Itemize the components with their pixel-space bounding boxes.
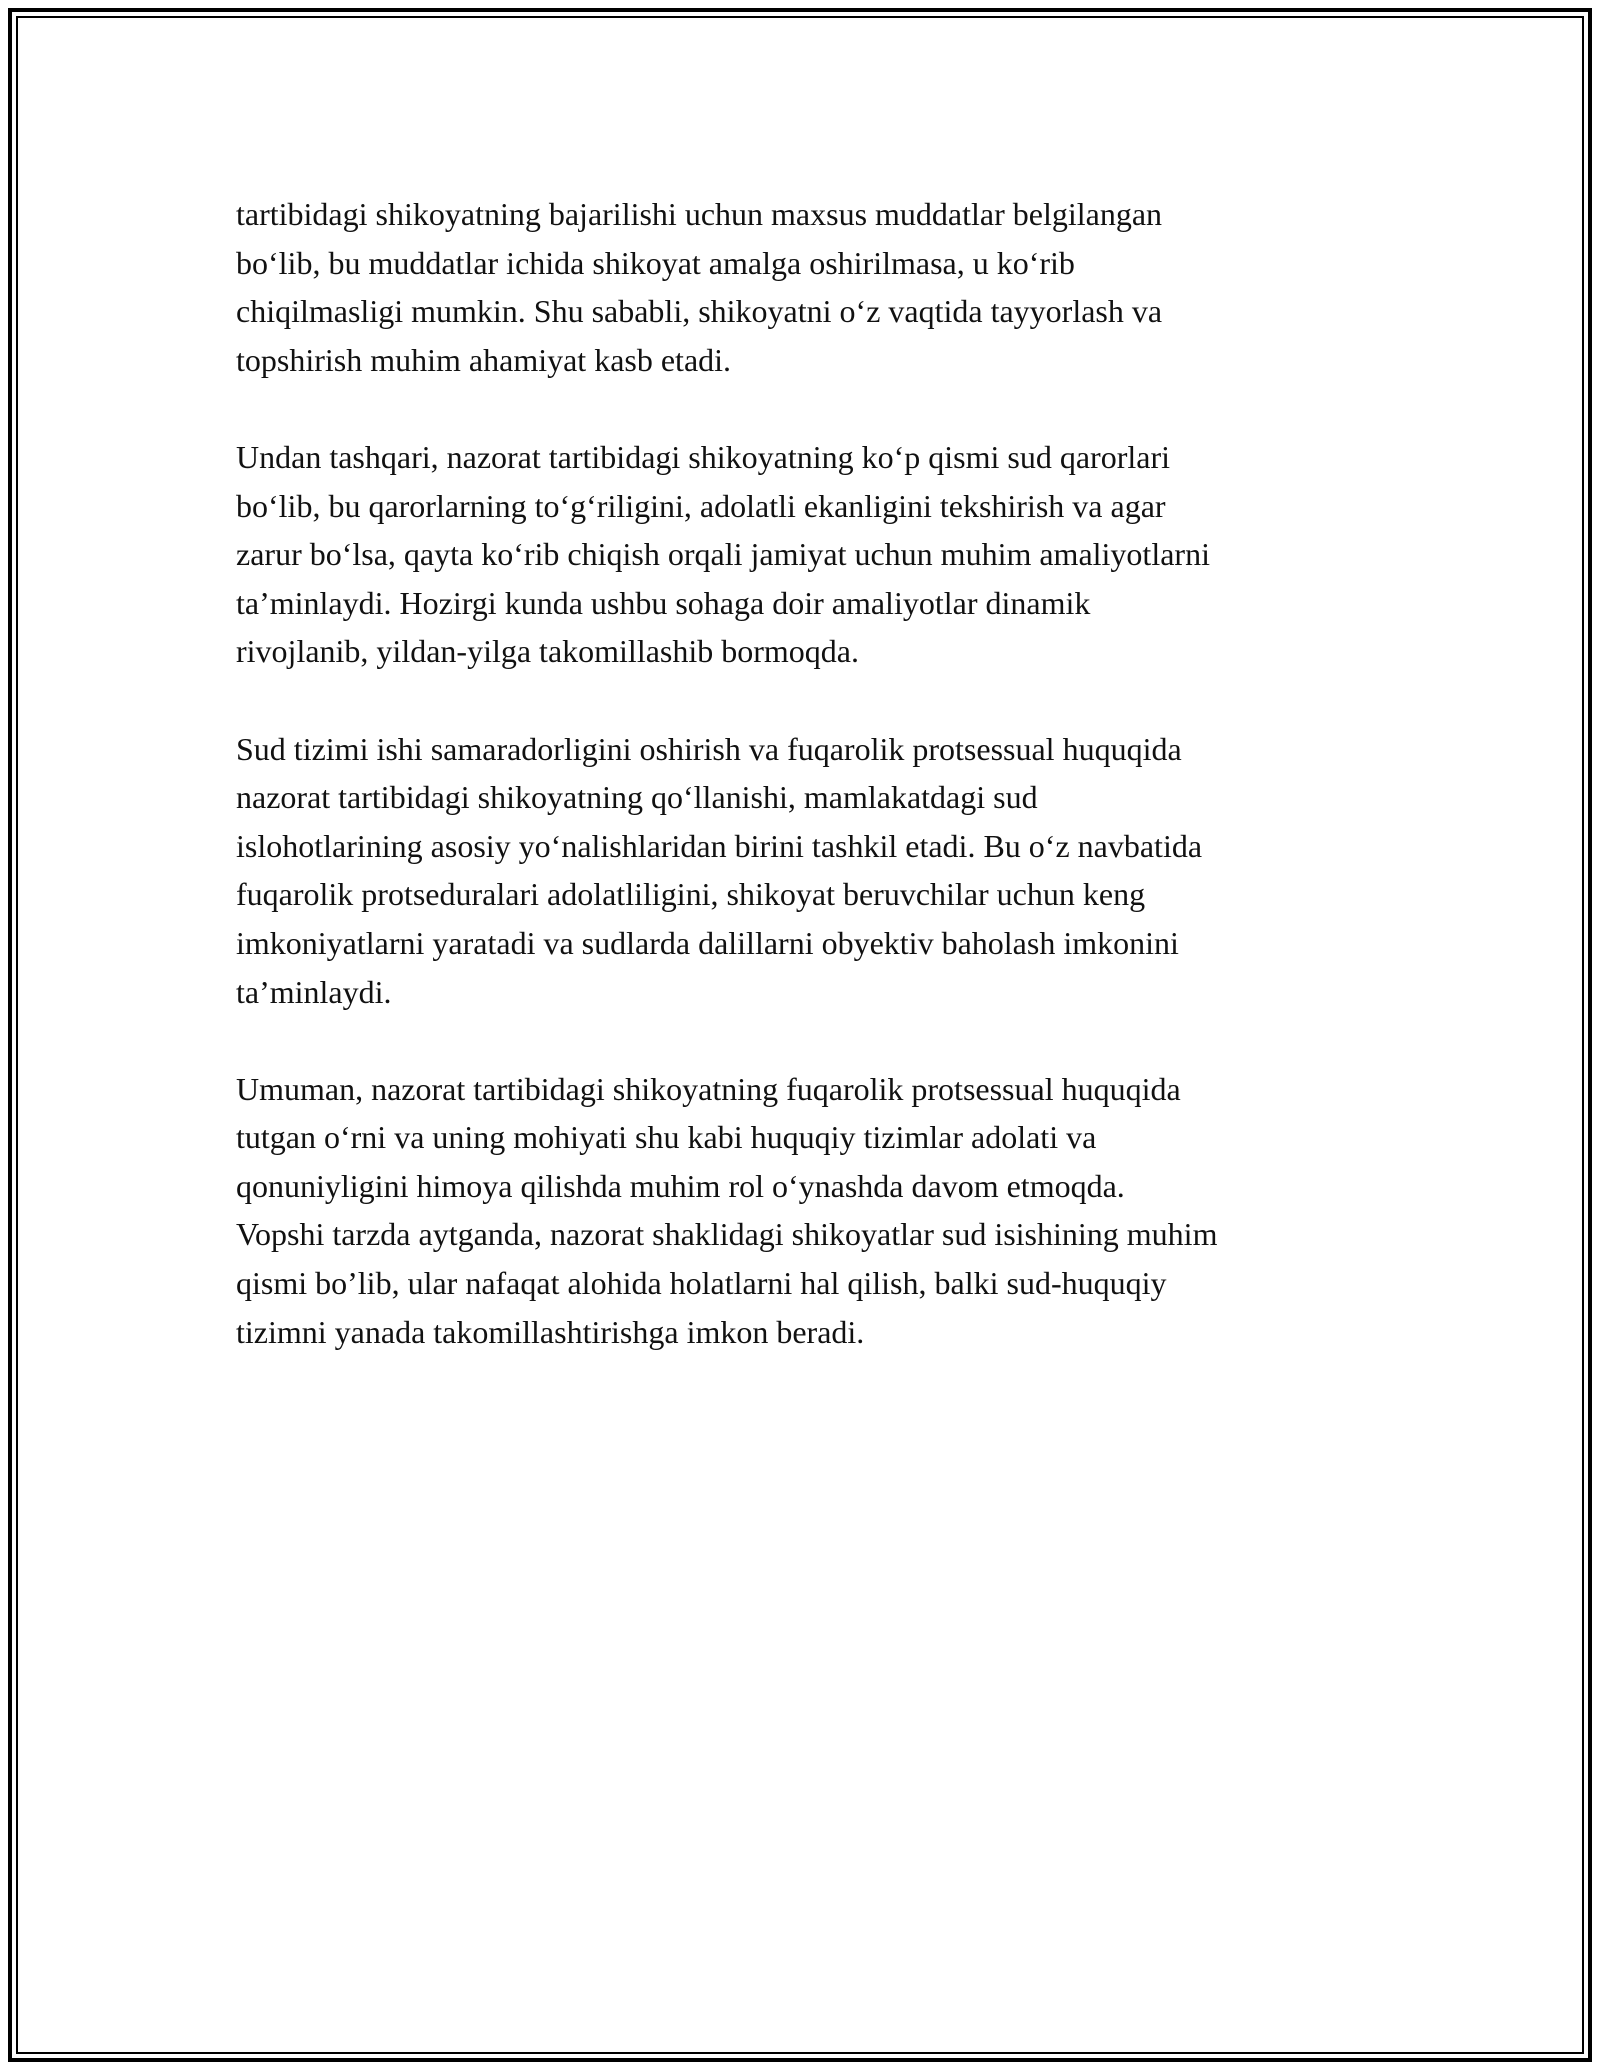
text-line: imkoniyatlarni yaratadi va sudlarda dalillarni obyektiv baholash imkonini (236, 924, 1179, 961)
paragraph-3 (236, 725, 1386, 1017)
text-line: bo‘lib, bu qarorlarning to‘g‘riligini, adolatli ekanligini tekshirish va agar (236, 487, 1166, 524)
paragraph-2 (236, 433, 1386, 676)
text-line: qonuniyligini himoya qilishda muhim rol o‘ynashda davom etmoqda. (236, 1167, 1125, 1204)
text-line: Vopshi tarzda aytganda, nazorat shaklidagi shikoyatlar sud isishining muhim (236, 1216, 1218, 1253)
text-line: ta’minlaydi. Hozirgi kunda ushbu sohaga doir amaliyotlar dinamik (236, 584, 1091, 621)
document-body (236, 190, 1386, 1405)
text-line: ta’minlaydi. (236, 973, 392, 1010)
text-line: fuqarolik protseduralari adolatliligini, shikoyat beruvchilar uchun keng (236, 876, 1146, 913)
text-line: tartibidagi shikoyatning bajarilishi uchun maxsus muddatlar belgilangan (236, 196, 1163, 232)
text-line: tutgan o‘rni va uning mohiyati shu kabi huquqiy tizimlar adolati va (236, 1119, 1097, 1156)
text-line: chiqilmasligi mumkin. Shu sababli, shikoyatni o‘z vaqtida tayyorlash va (236, 293, 1163, 330)
text-line: nazorat tartibidagi shikoyatning qo‘llanishi, mamlakatdagi sud (236, 779, 1038, 816)
text-line: topshirish muhim ahamiyat kasb etadi. (236, 341, 732, 378)
text-line: Umuman, nazorat tartibidagi shikoyatning fuqarolik protsessual huquqida (236, 1070, 1181, 1107)
paragraph-1 (236, 190, 1386, 384)
paragraph-4 (236, 1065, 1386, 1357)
text-line: islohotlarining asosiy yo‘nalishlaridan birini tashkil etadi. Bu o‘z navbatida (236, 827, 1203, 864)
text-line: zarur bo‘lsa, qayta ko‘rib chiqish orqali jamiyat uchun muhim amaliyotlarni (236, 536, 1210, 573)
text-line: tizimni yanada takomillashtirishga imkon beradi. (236, 1313, 865, 1350)
text-line: Sud tizimi ishi samaradorligini oshirish va fuqarolik protsessual huquqida (236, 730, 1182, 767)
text-line: Undan tashqari, nazorat tartibidagi shikoyatning ko‘p qismi sud qarorlari (236, 438, 1170, 475)
text-line: qismi bo’lib, ular nafaqat alohida holatlarni hal qilish, balki sud-huquqiy (236, 1265, 1167, 1302)
text-line: bo‘lib, bu muddatlar ichida shikoyat amalga oshirilmasa, u ko‘rib (236, 244, 1075, 281)
text-line: rivojlanib, yildan-yilga takomillashib bormoqda. (236, 633, 859, 670)
